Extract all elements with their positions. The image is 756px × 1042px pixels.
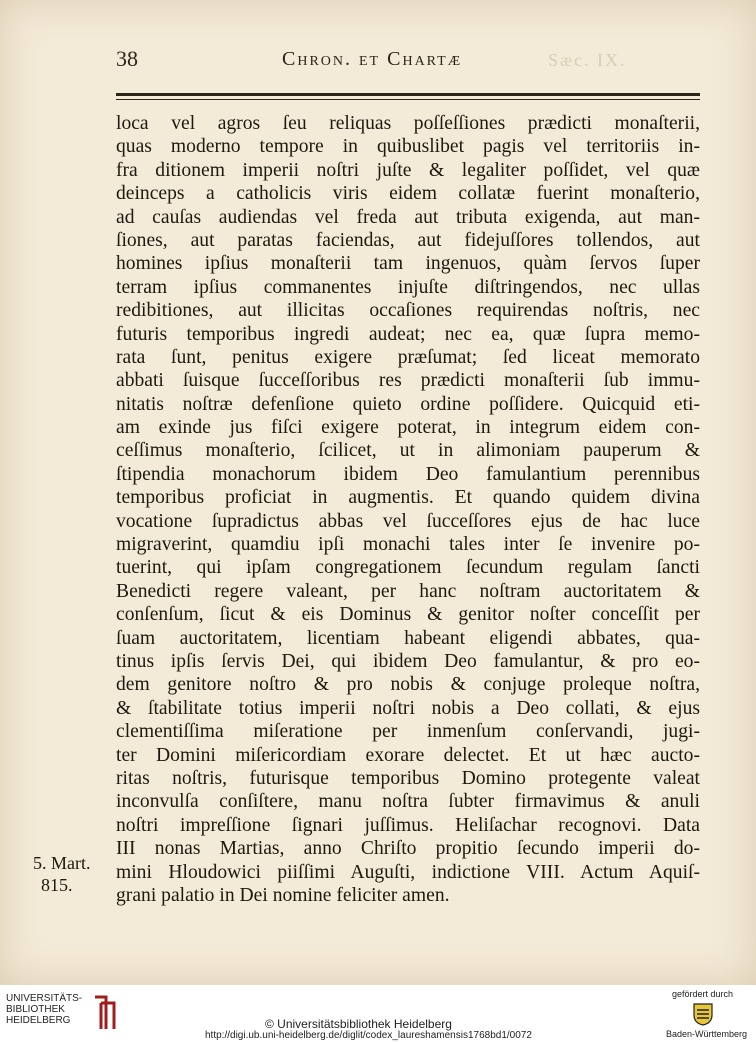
text-line: III nonas Martias, anno Chriſto propitio ſecundo imperii do- xyxy=(116,838,700,860)
text-line: homines ipſius monaſterii tam ingenuos, quàm ſervos ſuper xyxy=(116,253,700,275)
text-line: ſuam auctoritatem, licentiam habeant eligendi abbates, qua- xyxy=(116,627,700,649)
margin-date-note xyxy=(33,852,91,896)
sponsor-name: Baden-Württemberg xyxy=(666,1029,748,1039)
margin-date: 5. Mart. xyxy=(33,853,91,873)
text-line: migraverint, quamdiu ipſi monachi tales inter ſe invenire po- xyxy=(116,534,700,556)
library-logo-icon xyxy=(92,993,118,1033)
permalink-url[interactable]: http://digi.ub.uni-heidelberg.de/diglit/codex_laureshamensis1768bd1/0072 xyxy=(205,1030,532,1041)
text-line: rata ſunt, penitus exigere præſumat; ſed liceat memorato xyxy=(116,346,700,368)
text-line: tuerint, qui ipſam congregationem ſecundum regulam ſancti xyxy=(116,557,700,579)
text-line: noſtri impreſſione ſignari juſſimus. Heliſachar recognovi. Data xyxy=(116,814,700,836)
text-line: inconvulſa conſiſtere, manu noſtra ſubter firmavimus & anuli xyxy=(116,791,700,813)
header-rule-thin xyxy=(116,99,700,100)
text-line: ſiones, aut paratas faciendas, aut fidejuſſores tollendos, aut xyxy=(116,229,700,251)
charter-text xyxy=(116,112,700,907)
text-line: nitatis noſtræ defenſione quieto ordine poſſidere. Quicquid eti- xyxy=(116,393,700,415)
text-line: ad cauſas audiendas vel freda aut tributa exigenda, aut man- xyxy=(116,206,700,228)
margin-year: 815. xyxy=(41,875,73,895)
footer-bar xyxy=(0,985,756,1042)
text-line: deinceps a catholicis viris eidem collatæ fuerint monaſterio, xyxy=(116,183,700,205)
library-name-line: BIBLIOTHEK xyxy=(6,1004,65,1015)
bleed-through-text: Sæc. IX. xyxy=(548,50,627,70)
header-rule-thick xyxy=(116,93,700,96)
text-line: abbati ſuisque ſucceſſoribus res prædicti monaſterii ſub immu- xyxy=(116,370,700,392)
text-line: terram ipſius commanentes injuſte diſtringendos, nec ullas xyxy=(116,276,700,298)
text-line: loca vel agros ſeu reliquas poſſeſſiones prædicti monaſterii, xyxy=(116,113,700,134)
text-line: ceſſimus monaſterio, ſcilicet, ut in alimoniam pauperum & xyxy=(116,440,700,462)
copyright-text: © Universitätsbibliothek Heidelberg xyxy=(265,1017,452,1031)
text-line: temporibus proficiat in augmentis. Et quando quidem divina xyxy=(116,487,700,509)
text-line: futuris temporibus ingredi audeat; nec ea, quæ ſupra memo- xyxy=(116,323,700,345)
text-line: mini Hloudowici piiſſimi Auguſti, indictione VIII. Actum Aquiſ- xyxy=(116,861,700,883)
text-line: redibitiones, aut illicitas occaſiones requirendas noſtris, nec xyxy=(116,300,700,322)
text-line: ſtipendia monachorum ibidem Deo famulantium perennibus xyxy=(116,463,700,485)
text-line: fra ditionem imperii noſtri juſte & legaliter poſſidet, vel quæ xyxy=(116,159,700,181)
text-line: am exinde jus fiſci exigere poterat, in integrum eidem con- xyxy=(116,417,700,439)
state-crest-icon xyxy=(690,1001,716,1027)
library-name-line: HEIDELBERG xyxy=(6,1015,71,1026)
text-line: dem genitore noſtro & pro nobis & conjuge proleque noſtra, xyxy=(116,674,700,696)
text-line: vocatione ſupradictus abbas vel ſucceſſores ejus de hac luce xyxy=(116,510,700,532)
text-line: tinus ipſis ſervis Dei, qui ibidem Deo famulantur, & pro eo- xyxy=(116,650,700,672)
page-number: 38 xyxy=(116,46,138,71)
text-line: conſenſum, ſicut & eis Dominus & genitor noſter conceſſit per xyxy=(116,604,700,626)
text-line: ritas noſtris, futurisque temporibus Domino protegente valeat xyxy=(116,767,700,789)
text-line: quas moderno tempore in quibuslibet pagis vel territoriis in- xyxy=(116,136,700,158)
library-name-line: UNIVERSITÄTS- xyxy=(6,993,83,1004)
text-line: & ſtabilitate totius imperii noſtri nobis a Deo collati, & ejus xyxy=(116,697,700,719)
running-title: Chron. et Chartæ xyxy=(282,48,463,70)
library-logo-text xyxy=(6,993,82,1026)
text-line: grani palatio in Dei nomine feliciter amen. xyxy=(116,884,450,906)
sponsor-label: gefördert durch xyxy=(672,989,734,999)
page-header xyxy=(0,40,756,80)
text-line: clementiſſima miſeratione per inmenſum conſervandi, jugi- xyxy=(116,721,700,743)
text-line: ter Domini miſericordiam exorare delectet. Et ut hæc aucto- xyxy=(116,744,700,766)
text-line: Benedicti regere valeant, per hanc noſtram auctoritatem & xyxy=(116,580,700,602)
